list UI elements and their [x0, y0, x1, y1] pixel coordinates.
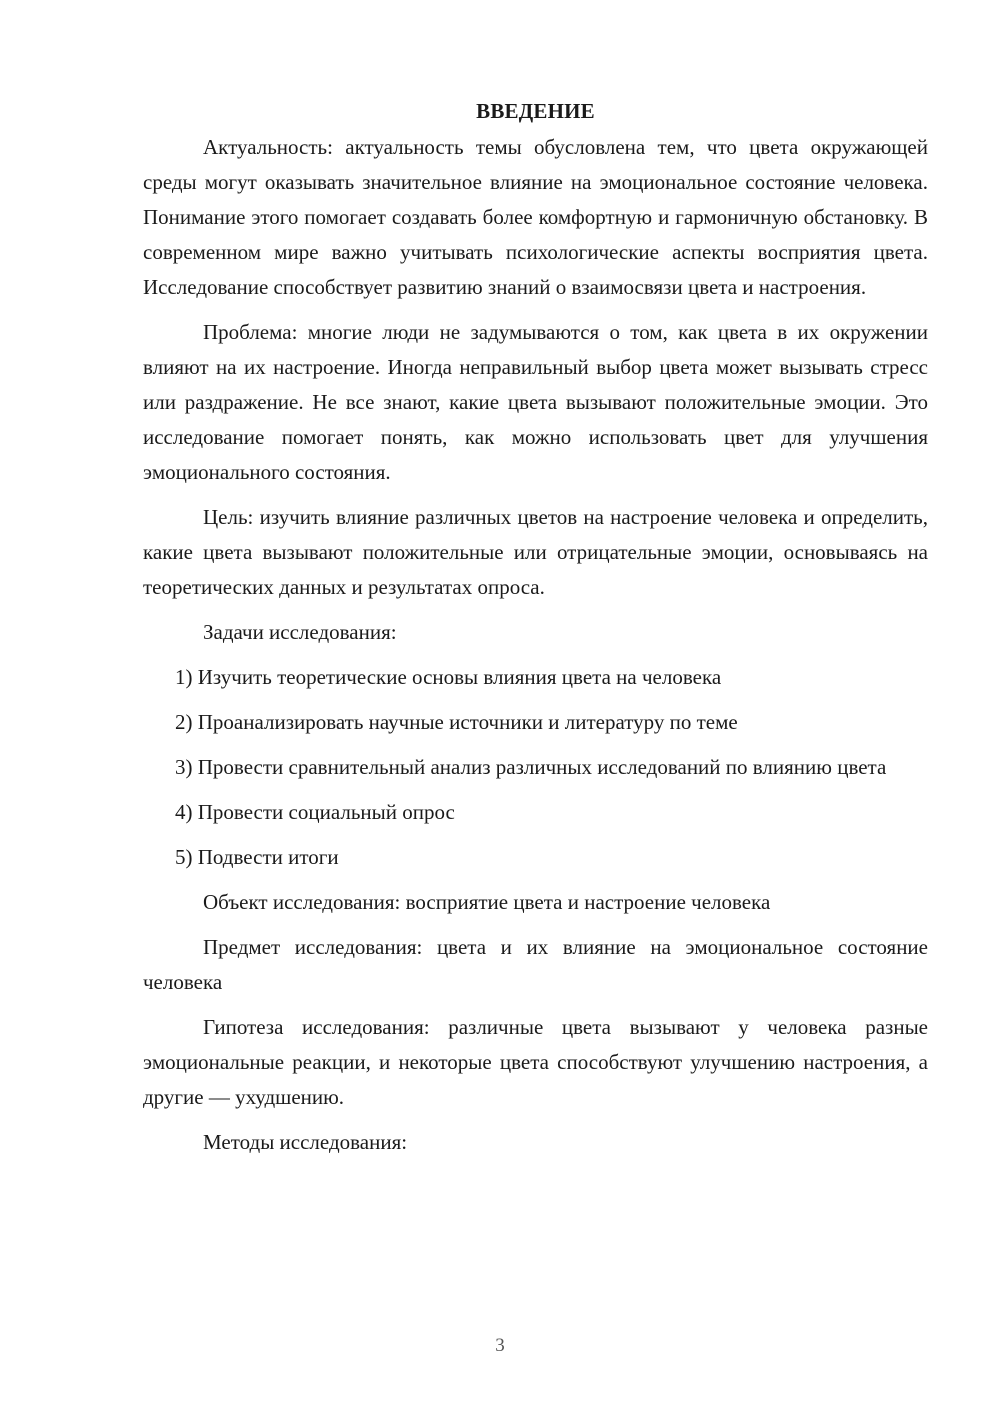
document-page: [143, 96, 928, 1170]
paragraph-relevance: Актуальность: актуальность темы обусловлена тем, что цвета окружающей среды могут оказывать значительное влияние на эмоциональное состояние человека. Понимание этого помогает создавать более комфортную и гармоничную обстановку. В современном мире важно учитывать психологические аспекты восприятия цвета. Исследование способствует развитию знаний о взаимосвязи цвета и настроения.: [143, 135, 928, 299]
task-item-2: 2) Проанализировать научные источники и литературу по теме: [175, 710, 738, 734]
paragraph-subject: Предмет исследования: цвета и их влияние на эмоциональное состояние человека: [143, 935, 928, 994]
task-item-5: 5) Подвести итоги: [175, 845, 339, 869]
paragraph-object: Объект исследования: восприятие цвета и настроение человека: [203, 890, 771, 914]
page-heading: ВВЕДЕНИЕ: [476, 99, 595, 123]
page-number: 3: [495, 1335, 505, 1356]
task-item-4: 4) Провести социальный опрос: [175, 800, 455, 824]
paragraph-goal: Цель: изучить влияние различных цветов на настроение человека и определить, какие цвета вызывают положительные или отрицательные эмоции, основываясь на теоретических данных и результатах опроса.: [143, 505, 928, 599]
task-item-1: 1) Изучить теоретические основы влияния цвета на человека: [175, 665, 722, 689]
paragraph-problem: Проблема: многие люди не задумываются о том, как цвета в их окружении влияют на их настроение. Иногда неправильный выбор цвета может вызывать стресс или раздражение. Не все знают, какие цвета вызывают положительные эмоции. Это исследование помогает понять, как можно использовать цвет для улучшения эмоционального состояния.: [143, 320, 928, 484]
task-item-3: 3) Провести сравнительный анализ различных исследований по влиянию цвета: [175, 755, 887, 779]
paragraph-methods-title: Методы исследования:: [203, 1130, 408, 1154]
paragraph-tasks-title: Задачи исследования:: [203, 620, 397, 644]
paragraph-hypothesis: Гипотеза исследования: различные цвета вызывают у человека разные эмоциональные реакции, и некоторые цвета способствуют улучшению настроения, а другие — ухудшению.: [143, 1015, 928, 1109]
